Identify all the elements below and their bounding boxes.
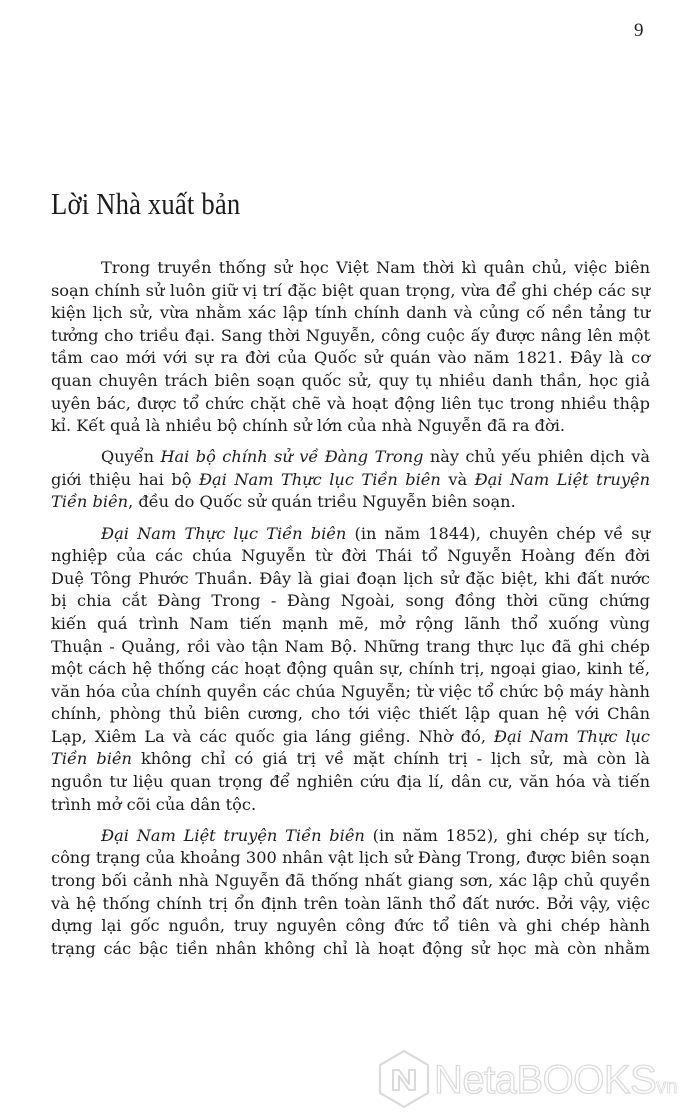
text-line [51, 613, 650, 636]
text-line [51, 347, 650, 370]
text-line [51, 491, 650, 514]
text-run: tưởng cho triều đại. Sang thời Nguyễn, công cuộc ấy được nâng lên một [51, 325, 650, 345]
text-line [51, 415, 650, 438]
italic-title: Tiền biên [51, 492, 129, 512]
text-run: này chủ yếu phiên dịch và [423, 447, 651, 467]
text-line [51, 915, 650, 938]
text-run: tầm cao mới với sự ra đời của Quốc sử quán vào năm 1821. Đây là cơ [51, 348, 650, 368]
body-text [51, 257, 650, 969]
text-run: uyên bác, được tổ chức chặt chẽ và hoạt động liên tục trong nhiều thập [51, 393, 650, 413]
page-title: Lời Nhà xuất bản [51, 185, 241, 221]
text-line [51, 545, 650, 568]
text-line [51, 703, 650, 726]
italic-title: Đại Nam Thực lục Tiền biên [101, 523, 347, 543]
text-run: dựng lại gốc nguồn, truy nguyên công đức tổ tiên và ghi chép hành [51, 916, 650, 936]
text-line [51, 469, 650, 492]
italic-title: Đại Nam Liệt truyện Tiền biên [101, 825, 365, 845]
text-line [51, 302, 650, 325]
text-run: kỉ. Kết quả là nhiều bộ chính sử lớn của nhà Nguyễn đã ra đời. [51, 416, 566, 436]
text-run: Thuận - Quảng, rồi vào tận Nam Bộ. Những trang thực lục đã ghi chép [51, 636, 650, 656]
text-line [51, 794, 650, 817]
text-run: giới thiệu hai bộ [51, 469, 199, 489]
text-run: trạng các bậc tiền nhân không chỉ là hoạt động sử học mà còn nhằm [51, 938, 650, 958]
text-run: và hệ thống chính trị ổn định trên toàn lãnh thổ đất nước. Bởi vậy, việc [51, 893, 650, 913]
text-run: trong bối cảnh nhà Nguyễn đã thống nhất giang sơn, xác lập chủ quyền [51, 870, 650, 890]
text-run: (in năm 1844), chuyên chép về sự [346, 523, 650, 543]
paragraph [51, 257, 650, 438]
text-line [51, 636, 650, 659]
text-line [51, 370, 650, 393]
text-line [51, 681, 650, 704]
text-run: soạn chính sử luôn giữ vị trí đặc biệt quan trọng, vừa để ghi chép các sự [51, 280, 650, 300]
italic-title: Hai bộ chính sử về Đàng Trong [160, 447, 424, 467]
text-line [51, 893, 650, 916]
text-run: , đều do Quốc sử quán triều Nguyễn biên soạn. [128, 492, 516, 512]
text-line [51, 748, 650, 771]
text-line [51, 847, 650, 870]
text-line [51, 257, 650, 280]
text-run: Duệ Tông Phước Thuần. Đây là giai đoạn lịch sử đặc biệt, khi đất nước [51, 568, 650, 588]
italic-title: Đại Nam Liệt truyện [474, 469, 650, 489]
paragraph [51, 446, 650, 514]
text-run: và [440, 469, 475, 489]
paragraph [51, 523, 650, 817]
text-line [51, 726, 650, 749]
page-number: 9 [634, 20, 644, 41]
text-run: công trạng của khoảng 300 nhân vật lịch sử Đàng Trong, được biên soạn [51, 848, 650, 868]
text-run: chính, phòng thủ biên cương, cho tới việc thiết lập quan hệ với Chân [51, 704, 650, 724]
text-run: (in năm 1852), ghi chép sự tích, [364, 825, 650, 845]
text-run: Trong truyền thống sử học Việt Nam thời kì quân chủ, việc biên [101, 258, 650, 277]
text-line [51, 771, 650, 794]
text-run: nghiệp của các chúa Nguyễn từ đời Thái tổ Nguyễn Hoàng đến đời [51, 546, 650, 566]
text-line [51, 568, 650, 591]
text-line [51, 280, 650, 303]
text-line [51, 446, 650, 469]
italic-title: Tiền biên [51, 749, 132, 769]
italic-title: Đại Nam Thực lục Tiền biên [198, 469, 441, 489]
italic-title: Đại Nam Thực lục [493, 726, 650, 746]
text-line [51, 870, 650, 893]
text-line [51, 523, 650, 546]
watermark-brand-name: NetaBOOKS [434, 1058, 657, 1102]
text-run: Lạp, Xiêm La và các quốc gia láng giềng. Nhờ đó, [51, 726, 494, 746]
text-line [51, 658, 650, 681]
watermark-suffix: vn [656, 1076, 678, 1098]
text-line [51, 393, 650, 416]
text-run: kiện lịch sử, vừa nhằm xác lập tính chính danh và củng cố nền tảng tư [51, 303, 650, 323]
text-line [51, 825, 650, 848]
text-run: một cách hệ thống các hoạt động quân sự, chính trị, ngoại giao, kinh tế, [51, 659, 650, 679]
watermark-brand [434, 1058, 677, 1103]
text-run: kiến quá trình Nam tiến mạnh mẽ, mở rộng lãnh thổ xuống vùng [51, 613, 650, 633]
text-run: nguồn tư liệu quan trọng để nghiên cứu địa lí, dân cư, văn hóa và tiến [51, 772, 650, 792]
hexagon-n-logo-icon [376, 1048, 432, 1110]
text-line [51, 590, 650, 613]
text-line [51, 325, 650, 348]
text-run: văn hóa của chính quyền các chúa Nguyễn; từ việc tổ chức bộ máy hành [51, 681, 650, 701]
paragraph [51, 825, 650, 961]
text-run: không chỉ có giá trị về mặt chính trị - lịch sử, mà còn là [131, 749, 650, 769]
watermark [376, 1048, 696, 1110]
text-run: quan chuyên trách biên soạn quốc sử, quy tụ nhiều danh thần, học giả [51, 370, 650, 390]
text-run: trình mở cõi của dân tộc. [51, 794, 257, 814]
text-line [51, 938, 650, 961]
text-run: bị chia cắt Đàng Trong - Đàng Ngoài, song đồng thời cũng chứng [51, 591, 650, 611]
text-run: Quyển [101, 447, 161, 467]
